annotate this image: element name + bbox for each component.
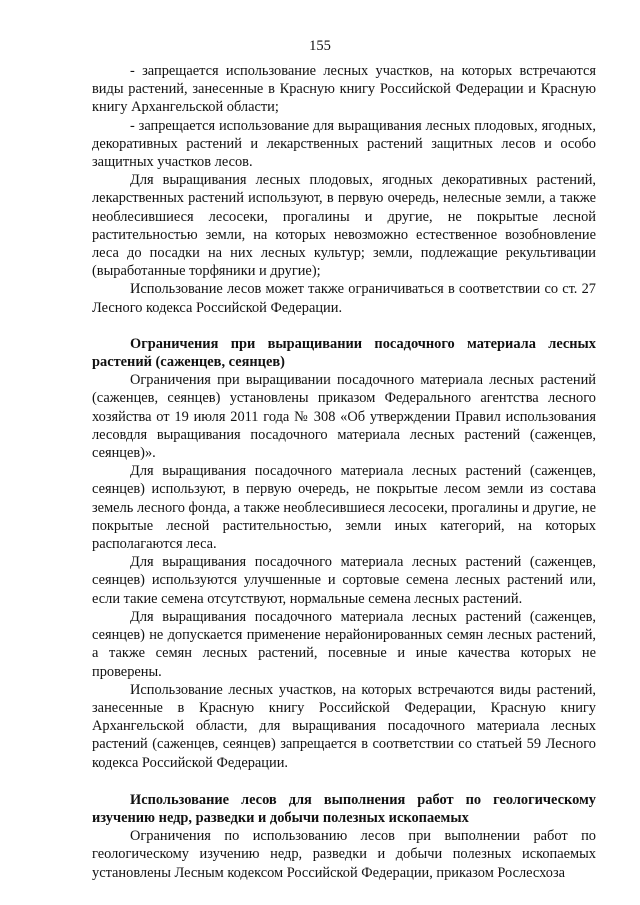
paragraph: Ограничения при выращивании посадочного материала лесных растений (саженцев, сеянцев) установлены приказом Федерального агентства лесного хозяйства от 19 июля 2011 года № 308 «Об утверждении Правил использования лесовдля выращивания посадочного материала лесных растений (саженцев, сеянцев)». [92,372,596,462]
paragraph: Для выращивания посадочного материала лесных растений (саженцев, сеянцев) используют, в первую очередь, не покрытые лесом земли из состава земель лесного фонда, а также необлесившиеся лесосеки, прогалины и другие, не покрытые лесной растительностью, земли иных категорий, на которых располагаются леса. [92,463,596,553]
document-body [92,62,596,882]
paragraph: - запрещается использование лесных участков, на которых встречаются виды растений, занесенные в Красную книгу Российской Федерации и Красную книгу Архангельской области; [92,63,596,116]
paragraph: Использование лесных участков, на которых встречаются виды растений, занесенные в Красную книгу Российской Федерации, Красную книгу Архангельской области, для выращивания посадочного материала лесных растений (саженцев, сеянцев) запрещается в соответствии со статьей 59 Лесного кодекса Российской Федерации. [92,681,596,771]
paragraph: Для выращивания посадочного материала лесных растений (саженцев, сеянцев) используются улучшенные и сортовые семена лесных растений или, если такие семена отсутствуют, нормальные семена лесных растений. [92,554,596,607]
paragraph: Использование лесов может также ограничиваться в соответствии со ст. 27 Лесного кодекса Российской Федерации. [92,281,596,316]
paragraph: Для выращивания лесных плодовых, ягодных декоративных растений, лекарственных растений используют, в первую очередь, нелесные земли, а также необлесившиеся лесосеки, прогалины и другие, не покрытые лесной растительностью земли, на которых невозможно естественное возобновление леса до посадки на них лесных культур; земли, подлежащие рекультивации (выработанные торфяники и другие); [92,172,596,280]
paragraph: Ограничения по использованию лесов при выполнении работ по геологическому изучению недр, разведки и добычи полезных ископаемых установлены Лесным кодексом Российской Федерации, приказом Рослесхоза [92,828,596,881]
paragraph: - запрещается использование для выращивания лесных плодовых, ягодных, декоративных растений и лекарственных растений защитных лесов и особо защитных участков лесов. [92,117,596,171]
paragraph: Для выращивания посадочного материала лесных растений (саженцев, сеянцев) не допускается применение нерайонированных семян лесных растений, а также семян лесных растений, посевные и иные качества которых не проверены. [92,608,596,680]
page-number: 155 [309,38,331,54]
section-heading: Использование лесов для выполнения работ по геологическому изучению недр, разведки и добычи полезных ископаемых [92,791,596,826]
section-heading: Ограничения при выращивании посадочного материала лесных растений (саженцев, сеянцев) [92,335,596,371]
